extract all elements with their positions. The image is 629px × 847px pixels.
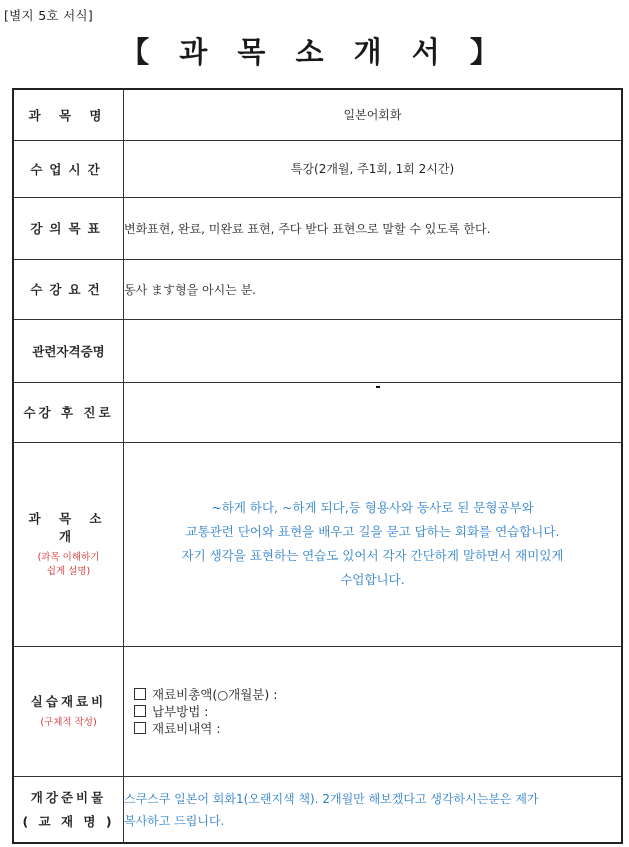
intro-line: 수업합니다.	[340, 572, 405, 587]
label-requirement: 수강요건	[14, 259, 124, 319]
hint-line-1: (과목 이해하기	[37, 552, 100, 563]
material-item	[134, 720, 621, 737]
value-class-time: 특강(2개월, 주1회, 1회 2시간)	[124, 140, 622, 197]
value-course-intro	[124, 442, 622, 646]
textbook-line: 복사하고 드립니다.	[124, 814, 225, 829]
checkbox-icon[interactable]	[134, 688, 146, 700]
row-material-cost	[14, 646, 621, 776]
label-material-cost-hint: (구체적 작성)	[40, 717, 97, 728]
intro-line: 자기 생각을 표현하는 연습도 있어서 각자 간단하게 말하면서 재미있게	[181, 548, 564, 563]
checkbox-icon[interactable]	[134, 722, 146, 734]
row-career-path	[14, 382, 621, 442]
label-textbook-cell	[14, 776, 124, 844]
material-item-text: 납부방법 :	[152, 703, 209, 719]
row-textbook	[14, 776, 621, 844]
label-course-goal: 강의목표	[14, 197, 124, 259]
checkbox-icon[interactable]	[134, 705, 146, 717]
value-material-cost	[124, 646, 622, 776]
row-course-goal	[14, 197, 621, 259]
label-material-cost: 실습재료비	[30, 694, 107, 709]
value-textbook	[124, 776, 622, 844]
stray-mark	[376, 386, 380, 388]
value-certificate	[124, 319, 622, 382]
label-career-path: 수강 후 진로	[14, 382, 124, 442]
label-course-intro-cell	[14, 442, 124, 646]
row-certificate	[14, 319, 621, 382]
row-course-intro	[14, 442, 621, 646]
label-course-intro: 과 목 소 개	[28, 511, 109, 544]
label-textbook: 개강준비물	[30, 790, 107, 806]
value-career-path	[124, 382, 622, 442]
hint-line-2: 쉽게 설명)	[46, 566, 91, 577]
document-title: 【 과 목 소 개 서 】	[120, 35, 509, 69]
value-course-goal: 변화표현, 완료, 미완료 표현, 주다 받다 표현으로 말할 수 있도록 한다.	[124, 197, 622, 259]
label-certificate: 관련자격증명	[14, 319, 124, 382]
form-table-frame	[12, 88, 623, 844]
material-item-text: 재료비총액(○개월분) :	[152, 686, 278, 702]
label-course-intro-hint	[14, 551, 123, 579]
material-item	[134, 703, 621, 720]
textbook-line: 스쿠스쿠 일본어 회화1(오랜지색 책). 2개월만 해보겠다고 생각하시는분은 제가	[124, 792, 539, 807]
intro-line: ~하게 하다, ~하게 되다,등 형용사와 동사로 된 문형공부와	[211, 500, 534, 515]
material-item-text: 재료비내역 :	[152, 720, 221, 736]
label-subject-name: 과 목 명	[14, 90, 124, 140]
intro-line: 교통관련 단어와 표현을 배우고 길을 묻고 답하는 회화를 연습합니다.	[185, 524, 560, 539]
label-class-time: 수업시간	[14, 140, 124, 197]
course-intro-form	[14, 90, 621, 844]
row-class-time	[14, 140, 621, 197]
label-textbook-name: ( 교 재 명 )	[22, 814, 115, 830]
material-item	[134, 686, 621, 703]
value-requirement: 동사 ます형을 아시는 분.	[124, 259, 622, 319]
row-requirement	[14, 259, 621, 319]
form-number-tag: [별지 5호 서식]	[4, 8, 94, 23]
row-subject-name	[14, 90, 621, 140]
value-subject-name: 일본어회화	[124, 90, 622, 140]
label-material-cost-cell	[14, 646, 124, 776]
